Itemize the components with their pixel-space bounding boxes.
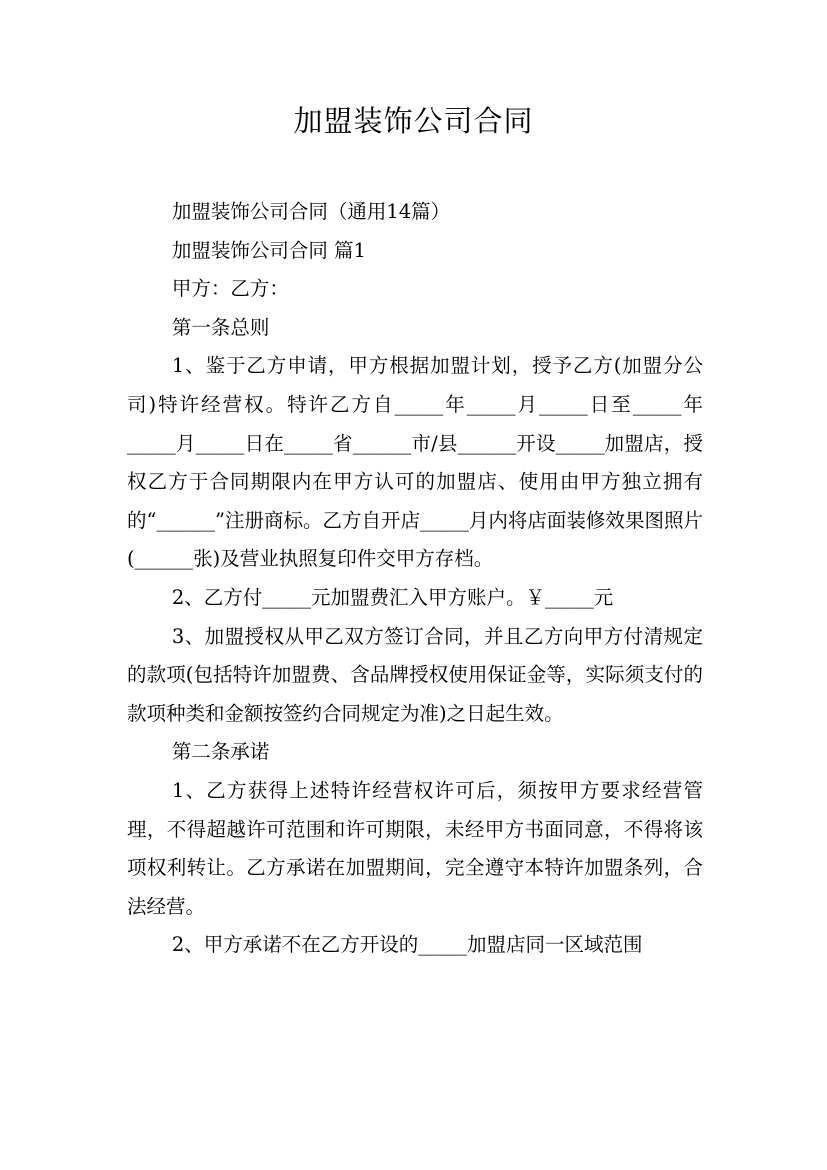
article-heading: 第一条总则 (171, 315, 270, 339)
article-heading: 第二条承诺 (171, 740, 270, 764)
subtitle-line: 加盟装饰公司合同（通用14篇） (171, 200, 451, 223)
clause-paragraph: 2、甲方承诺不在乙方开设的_____加盟店同一区域范围 (171, 933, 643, 957)
clause-paragraph: 3、加盟授权从甲乙双方签订合同，并且乙方向甲方付清规定的款项(包括特许加盟费、含品牌授权使用保证金等，实际须支付的款项种类和金额按签约合同规定为准)之日起生效。 (127, 624, 703, 725)
clause-paragraph: 2、乙方付_____元加盟费汇入甲方账户。￥_____元 (171, 585, 614, 609)
clause-paragraph: 1、鉴于乙方申请，甲方根据加盟计划，授予乙方(加盟分公司)特许经营权。特许乙方自_____年_____月_____日至_____年_____月_____日在_____省______市/县______开设_____加盟店，授权乙方于合同期限内在甲方认可的加盟店、使用由甲方独立拥有的“______”注册商标。乙方自开店_____月内将店面装修效果图照片(______张)及营业执照复印件交甲方存档。 (127, 354, 703, 571)
document-title: 加盟装饰公司合同 (293, 104, 534, 138)
section-heading: 加盟装饰公司合同 篇1 (171, 238, 366, 262)
document-body (127, 193, 703, 965)
clause-paragraph: 1、乙方获得上述特许经营权许可后，须按甲方要求经营管理，不得超越许可范围和许可期限，未经甲方书面同意，不得将该项权利转让。乙方承诺在加盟期间，完全遵守本特许加盟条列，合法经营。 (127, 778, 703, 918)
parties-line: 甲方：乙方： (171, 277, 289, 301)
